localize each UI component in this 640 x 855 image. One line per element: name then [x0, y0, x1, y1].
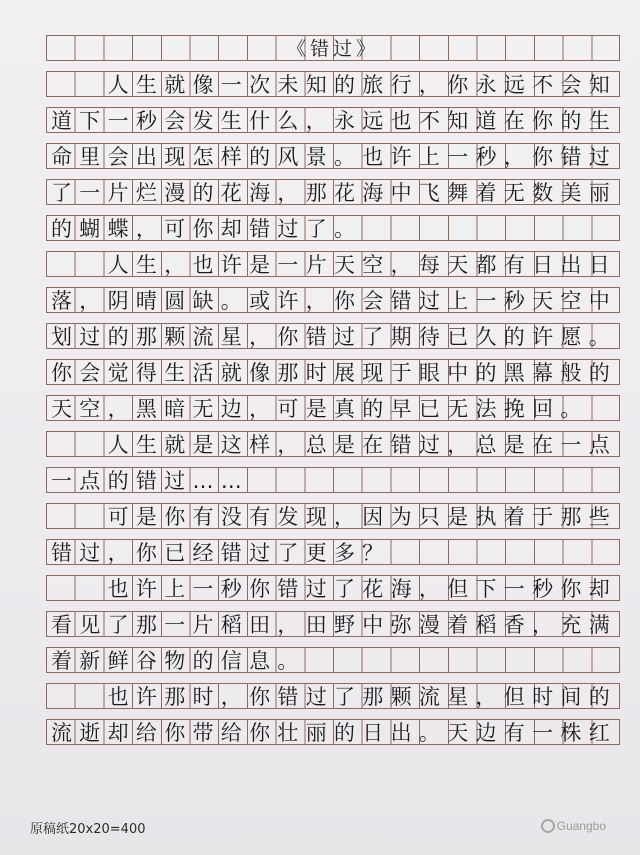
grid-row: [46, 179, 620, 205]
essay-line: 天空，黑暗无边，可是真的早已无法挽回。: [51, 397, 589, 420]
essay-line: 一点的错过……: [51, 469, 250, 492]
grid-row: [46, 215, 620, 241]
grid-row: [46, 287, 620, 313]
grid-row: [46, 683, 620, 709]
essay-line: 流逝却给你带给你壮丽的日出。天边有一株红: [51, 721, 617, 744]
essay-line: 你会觉得生活就像那时展现于眼中的黑幕般的: [51, 361, 617, 384]
grid-row: [46, 503, 620, 529]
grid-row: [46, 431, 620, 457]
watermark-text: Guangbo: [556, 819, 606, 833]
essay-line: 着新鲜谷物的信息。: [51, 649, 306, 672]
essay-line: 可是你有没有发现，因为只是执着于那些: [51, 505, 617, 528]
essay-line: 命里会出现怎样的风景。也许上一秒，你错过: [51, 145, 617, 168]
watermark-logo-icon: [541, 819, 555, 833]
watermark: [541, 819, 606, 833]
essay-line: 也许上一秒你错过了花海，但下一秒你却: [51, 577, 617, 600]
essay-line: 人生就像一次未知的旅行，你永远不会知: [51, 73, 617, 96]
grid-row: [46, 395, 620, 421]
essay-line: 了一片烂漫的花海，那花海中飞舞着无数美丽: [51, 181, 617, 204]
essay-line: 划过的那颗流星，你错过了期待已久的许愿。: [51, 325, 617, 348]
essay-line: 看见了那一片稻田，田野中弥漫着稻香，充满: [51, 613, 617, 636]
grid-row: [46, 575, 620, 601]
grid-row: [46, 539, 620, 565]
grid-row: [46, 107, 620, 133]
essay-line: 错过，你已经错过了更多？: [51, 541, 391, 564]
grid-row: [46, 719, 620, 745]
grid-row: [46, 467, 620, 493]
grid-row: [46, 71, 620, 97]
essay-line: 落，阴晴圆缺。或许，你会错过上一秒天空中: [51, 289, 617, 312]
manuscript-grid: [46, 35, 620, 755]
essay-line: 的蝴蝶，可你却错过了。: [51, 217, 363, 240]
grid-row: [46, 611, 620, 637]
grid-row-title: [46, 35, 620, 61]
essay-line: 人生就是这样，总是在错过，总是在一点: [51, 433, 617, 456]
grid-row: [46, 251, 620, 277]
grid-row: [46, 323, 620, 349]
grid-row: [46, 143, 620, 169]
grid-row: [46, 647, 620, 673]
essay-line: 也许那时，你错过了那颗流星，但时间的: [51, 685, 617, 708]
essay-line: 道下一秒会发生什么，永远也不知道在你的生: [51, 109, 617, 132]
grid-row: [46, 359, 620, 385]
paper-spec-label: 原稿纸20x20=400: [30, 822, 146, 837]
essay-title: 《错过》: [286, 38, 379, 60]
essay-line: 人生，也许是一片天空，每天都有日出日: [51, 253, 617, 276]
